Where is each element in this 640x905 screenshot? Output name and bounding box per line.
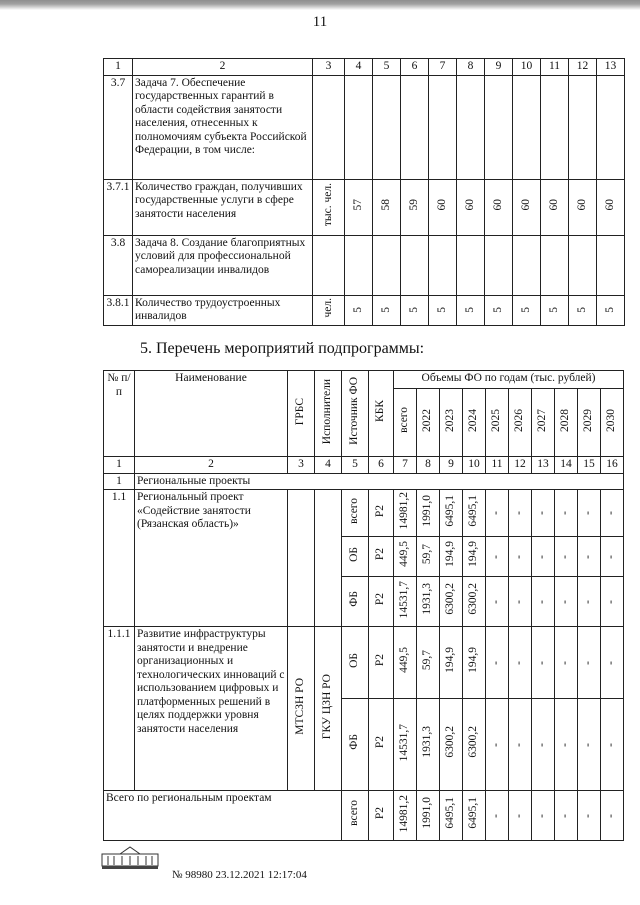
measures-table: № п/п Наименование ГРБС Исполнители Источник ФО КБК Объемы ФО по годам (тыс. рублей) всего 2022 2023 2024 2025 2026 2027 2028 2029 2030 1 2 3 4 5 6 7 8 9 10 11 12 13 14 15 16 1 Региональные проекты 1.1 Региональный проект «Содействие занятости (Рязанская область)» всего Р2 14981,2 1991,0 6495,1 6495,1 - - - - - - ОБ Р2 449,5 59,7 194,9 194,9 - - - - - - ФБ Р2 14531,7 1931,3 6300,2 6300,2 - - - - - - 1.1.1 Развитие инфраструктуры занятости и внедрение организационных и технологических инноваций с использованием цифровых и платформенных решений в целях поддержки уровня занятости населения МТСЗН РО ГКУ ЦЗН РО ОБ Р2 449,5 59,7 194,9 194,9 - - - - - - ФБ Р2 14531,7 1931,3 6300,2 6300,2 - - - - - - Всего по региональным проектам всего Р2 14981,2 1991,0 6495,1 6495,1 - - - - - - (103, 370, 624, 841)
building-logo-icon (100, 844, 160, 870)
table-row: 3.7.1 Количество граждан, получивших государственные услуги в сфере занятости населения тыс. чел. 57 58 59 60 60 60 60 60 60 60 (104, 179, 625, 235)
registration-stamp: № 98980 23.12.2021 12:17:04 (172, 869, 307, 881)
table-row: 3.8.1 Количество трудоустроенных инвалидов чел. 5 5 5 5 5 5 5 5 5 5 (104, 295, 625, 325)
table-row: ОБ Р2 449,5 59,7 194,9 194,9 - - - - - - (104, 537, 624, 577)
table1-header-row: 1 2 3 4 5 6 7 8 9 10 11 12 13 (104, 59, 625, 76)
section-heading: 5. Перечень мероприятий подпрограммы: (140, 340, 425, 357)
table-row: 3.7 Задача 7. Обеспечение государственных гарантий в области содействия занятости населения, отнесенных к полномочиям субъекта Российской Федерации, в том числе: (104, 75, 625, 179)
table-row: 1 Региональные проекты (104, 473, 624, 490)
table-row: ФБ Р2 14531,7 1931,3 6300,2 6300,2 - - - - - - (104, 577, 624, 627)
table2-header-row: № п/п Наименование ГРБС Исполнители Источник ФО КБК Объемы ФО по годам (тыс. рублей) (104, 371, 624, 389)
table-row: ФБ Р2 14531,7 1931,3 6300,2 6300,2 - - - - - - (104, 699, 624, 791)
scan-edge (0, 0, 640, 10)
table-row: 1.1.1 Развитие инфраструктуры занятости и внедрение организационных и технологических инноваций с использованием цифровых и платформенных решений в целях поддержки уровня занятости населения МТСЗН РО ГКУ ЦЗН РО ОБ Р2 449,5 59,7 194,9 194,9 - - - - - - (104, 627, 624, 699)
table2-index-row: 1 2 3 4 5 6 7 8 9 10 11 12 13 14 15 16 (104, 457, 624, 474)
table-row-total: Всего по региональным проектам всего Р2 14981,2 1991,0 6495,1 6495,1 - - - - - - (104, 791, 624, 841)
table-row: 3.8 Задача 8. Создание благоприятных условий для профессиональной самореализации инвалидов (104, 235, 625, 295)
indicators-table (103, 58, 625, 326)
table-row: 1.1 Региональный проект «Содействие занятости (Рязанская область)» всего Р2 14981,2 1991,0 6495,1 6495,1 - - - - - - (104, 490, 624, 537)
page-number: 11 (312, 14, 328, 30)
